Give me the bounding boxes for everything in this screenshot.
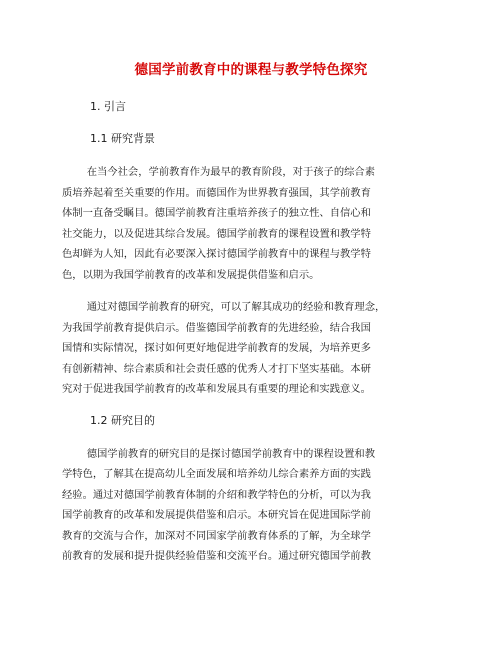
paragraph-line: 色，以期为我国学前教育的改革和发展提供借鉴和启示。 bbox=[62, 268, 320, 281]
paragraph-line: 学特色，了解其在提高幼儿全面发展和培养幼儿综合素养方面的实践 bbox=[62, 468, 371, 480]
paragraph-3 bbox=[62, 444, 440, 567]
paragraph-line: 教育的交流与合作，加深对不同国家学前教育体系的了解，为全球学 bbox=[62, 529, 371, 542]
paragraph-line: 在当今社会，学前教育作为最早的教育阶段，对于孩子的综合素 bbox=[86, 166, 376, 178]
paragraph-1 bbox=[62, 162, 440, 285]
paragraph-line: 体制一直备受瞩目。德国学前教育注重培养孩子的独立性、自信心和 bbox=[62, 207, 371, 219]
paragraph-2 bbox=[62, 297, 440, 400]
section-heading-background: 1.1 研究背景 bbox=[90, 132, 155, 145]
section-heading-purpose: 1.2 研究目的 bbox=[90, 413, 155, 427]
paragraph-line: 质培养起着至关重要的作用。而德国作为世界教育强国，其学前教育 bbox=[62, 186, 371, 199]
paragraph-line: 色却鲜为人知，因此有必要深入探讨德国学前教育中的课程与教学特 bbox=[62, 248, 371, 260]
paragraph-line: 前教育的发展和提升提供经验借鉴和交流平台。通过研究德国学前教 bbox=[62, 550, 371, 562]
paragraph-line: 经验。通过对德国学前教育体制的介绍和教学特色的分析，可以为我 bbox=[62, 488, 371, 501]
paragraph-line: 社交能力，以及促进其综合发展。德国学前教育的课程设置和教学特 bbox=[62, 227, 371, 240]
paragraph-line: 有创新精神、综合素质和社会责任感的优秀人才打下坚实基础。本研 bbox=[62, 362, 371, 375]
section-heading-intro: 1. 引言 bbox=[90, 100, 126, 113]
document-title: 德国学前教育中的课程与教学特色探究 bbox=[134, 62, 368, 78]
paragraph-line: 为我国学前教育提供启示。借鉴德国学前教育的先进经验，结合我国 bbox=[62, 321, 371, 334]
paragraph-line: 国情和实际情况，探讨如何更好地促进学前教育的发展，为培养更多 bbox=[62, 342, 371, 354]
paragraph-line: 国学前教育的改革和发展提供借鉴和启示。本研究旨在促进国际学前 bbox=[62, 509, 371, 521]
paragraph-line: 究对于促进我国学前教育的改革和发展具有重要的理论和实践意义。 bbox=[62, 383, 371, 395]
paragraph-line: 通过对德国学前教育的研究，可以了解其成功的经验和教育理念， bbox=[86, 301, 386, 313]
paragraph-line: 德国学前教育的研究目的是探讨德国学前教育中的课程设置和教 bbox=[86, 447, 376, 460]
